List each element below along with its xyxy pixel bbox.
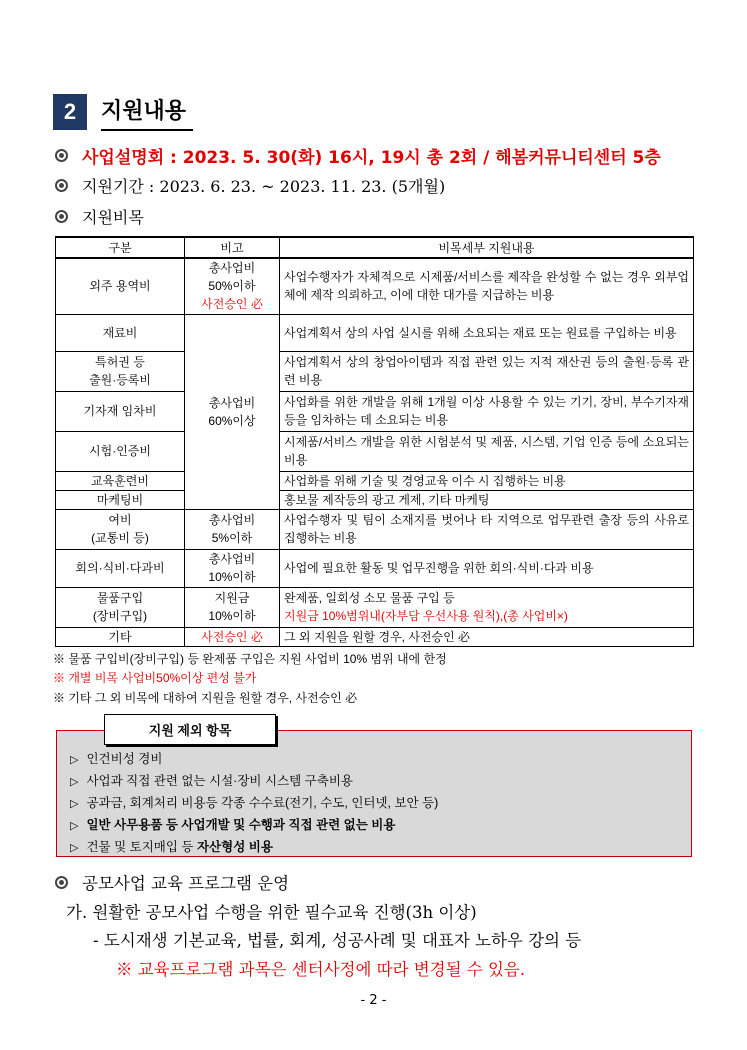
bullet-icon [55,210,68,223]
triangle-right-icon: ▷ [70,842,79,854]
row-note [185,258,280,314]
briefing-text: 사업설명회 : 2023. 5. 30(화) 16시, 19시 총 2회 / 해봄커뮤니티센터 5층 [82,148,661,168]
row-category: 기자재 임차비 [56,391,185,431]
detail-line-red: 지원금 10%범위내(자부담 우선사용 원칙),(총 사업비×) [284,609,568,623]
note-line: ※ 기타 그 외 비목에 대하여 지원을 원할 경우, 사전승인 必 [53,691,358,705]
table-row [56,314,694,351]
triangle-right-icon: ▷ [70,776,79,788]
row-detail: 사업화를 위해 기술 및 경영교육 이수 시 집행하는 비용 [280,471,694,490]
row-detail: 사업에 필요한 활동 및 업무진행을 위한 회의·식비·다과 비용 [280,549,694,587]
row-detail: 사업계획서 상의 사업 실시를 위해 소요되는 재료 또는 원료를 구입하는 비용 [280,314,694,351]
excluded-item [70,749,162,767]
excluded-item [70,837,273,855]
row-category [56,351,185,391]
note-line: 총사업비 [208,513,256,527]
table-row [56,509,694,549]
detail-line: 완제품, 일회성 소모 물품 구입 등 [284,591,455,605]
category-line: 출원·등록비 [89,373,151,387]
row-category [56,509,185,549]
excluded-item [70,793,438,811]
row-note: 사전승인 必 [185,627,280,646]
bullet-icon [55,876,68,889]
table-row [56,490,694,509]
note-line: 50%이하 [208,279,256,294]
excluded-item-bold: 일반 사무용품 등 사업개발 및 수행과 직접 관련 없는 비용 [86,818,396,832]
row-category: 교육훈련비 [56,471,185,490]
row-detail: 사업화를 위한 개발을 위해 1개월 이상 사용할 수 있는 기기, 장비, 부수기자재 등을 임차하는 데 소요되는 비용 [280,391,694,431]
row-category: 시험·인증비 [56,431,185,471]
note-line: ※ 물품 구입비(장비구입) 등 완제품 구입은 지원 사업비 10% 범위 내에 한정 [53,652,447,666]
excluded-item-text: 인건비성 경비 [86,752,163,766]
category-line: 물품구입 [96,591,144,605]
excluded-item [70,815,395,833]
note-line: 5%이하 [211,531,253,545]
table-header-row [56,237,694,258]
excluded-item-bold: 자산형성 비용 [196,840,273,854]
section-number-badge: 2 [53,94,87,130]
note-line: 총사업비 [208,395,256,410]
table-row [56,431,694,471]
row-detail: 홍보물 제작등의 광고 게제, 기타 마케팅 [280,490,694,509]
header-category: 구분 [56,237,185,258]
period-text: 지원기간 : 2023. 6. 23. ~ 2023. 11. 23. (5개월) [82,177,446,196]
triangle-right-icon: ▷ [70,754,79,766]
period-line [55,174,445,197]
bullet-icon [55,149,68,162]
excluded-item-text: 건물 및 토지매입 등 [86,840,197,854]
table-row [56,627,694,646]
row-detail: 그 외 지원을 원할 경우, 사전승인 必 [280,627,694,646]
header-note: 비고 [185,237,280,258]
row-note [185,549,280,587]
bullet-icon [55,179,68,192]
table-row [56,587,694,627]
header-detail: 비목세부 지원내용 [280,237,694,258]
note-line: 10%이하 [208,609,256,623]
briefing-line [55,143,661,168]
education-line-dash: - 도시재생 기본교육, 법률, 회계, 성공사례 및 대표자 노하우 강의 등 [93,931,582,950]
note-line: 총사업비 [208,552,256,566]
table-row [56,258,694,314]
note-line: 지원금 [214,591,250,605]
note-line: 총사업비 [208,261,256,276]
table-row [56,391,694,431]
row-category: 회의·식비·다과비 [56,549,185,587]
note-line-red: ※ 개별 비목 사업비50%이상 편성 불가 [53,671,257,685]
triangle-right-icon: ▷ [70,798,79,810]
row-category: 기타 [56,627,185,646]
row-note [185,587,280,627]
prior-approval-note: 사전승인 必 [201,297,263,312]
shared-note-cell [185,314,280,509]
excluded-box-title: 지원 제외 항목 [104,714,276,745]
education-title: 공모사업 교육 프로그램 운영 [82,874,290,893]
note-line: 10%이하 [208,570,256,584]
triangle-right-icon: ▷ [70,820,79,832]
excluded-item-text: 사업과 직접 관련 없는 시설·장비 시스템 구축비용 [86,774,353,788]
category-line: 특허권 등 [95,355,145,369]
items-title-line [55,205,144,228]
page-number: - 2 - [360,993,387,1008]
note-line: 60%이상 [208,413,256,428]
category-line: 여비 [108,513,132,527]
row-category: 외주 용역비 [56,258,185,314]
table-row [56,351,694,391]
row-detail: 사업계획서 상의 창업아이템과 직접 관련 있는 지적 재산권 등의 출원·등록 관련 비용 [280,351,694,391]
education-line-ga: 가. 원활한 공모사업 수행을 위한 필수교육 진행(3h 이상) [66,903,477,922]
excluded-item-text: 공과금, 회계처리 비용등 각종 수수료(전기, 수도, 인터넷, 보안 등) [86,796,439,810]
table-row [56,549,694,587]
row-category: 재료비 [56,314,185,351]
row-note [185,509,280,549]
row-detail: 사업수행자가 자체적으로 시제품/서비스를 제작을 완성할 수 없는 경우 외부업체에 제작 의뢰하고, 이에 대한 대가를 지급하는 비용 [280,258,694,314]
table-row [56,471,694,490]
row-detail: 사업수행자 및 팀이 소재지를 벗어나 타 지역으로 업무관련 출장 등의 사유로 집행하는 비용 [280,509,694,549]
education-title-line [55,870,289,894]
row-detail [280,587,694,627]
budget-items-table [55,236,694,647]
excluded-item [70,771,353,789]
row-category [56,587,185,627]
row-detail: 시제품/서비스 개발을 위한 시험분석 및 제품, 시스템, 기업 인증 등에 소요되는 비용 [280,431,694,471]
items-title: 지원비목 [82,208,144,227]
category-line: (장비구입) [92,609,148,623]
category-line: (교통비 등) [91,531,149,545]
education-note: ※ 교육프로그램 과목은 센터사정에 따라 변경될 수 있음. [116,960,526,979]
section-header [53,93,193,131]
section-title: 지원내용 [101,94,193,131]
row-category: 마케팅비 [56,490,185,509]
